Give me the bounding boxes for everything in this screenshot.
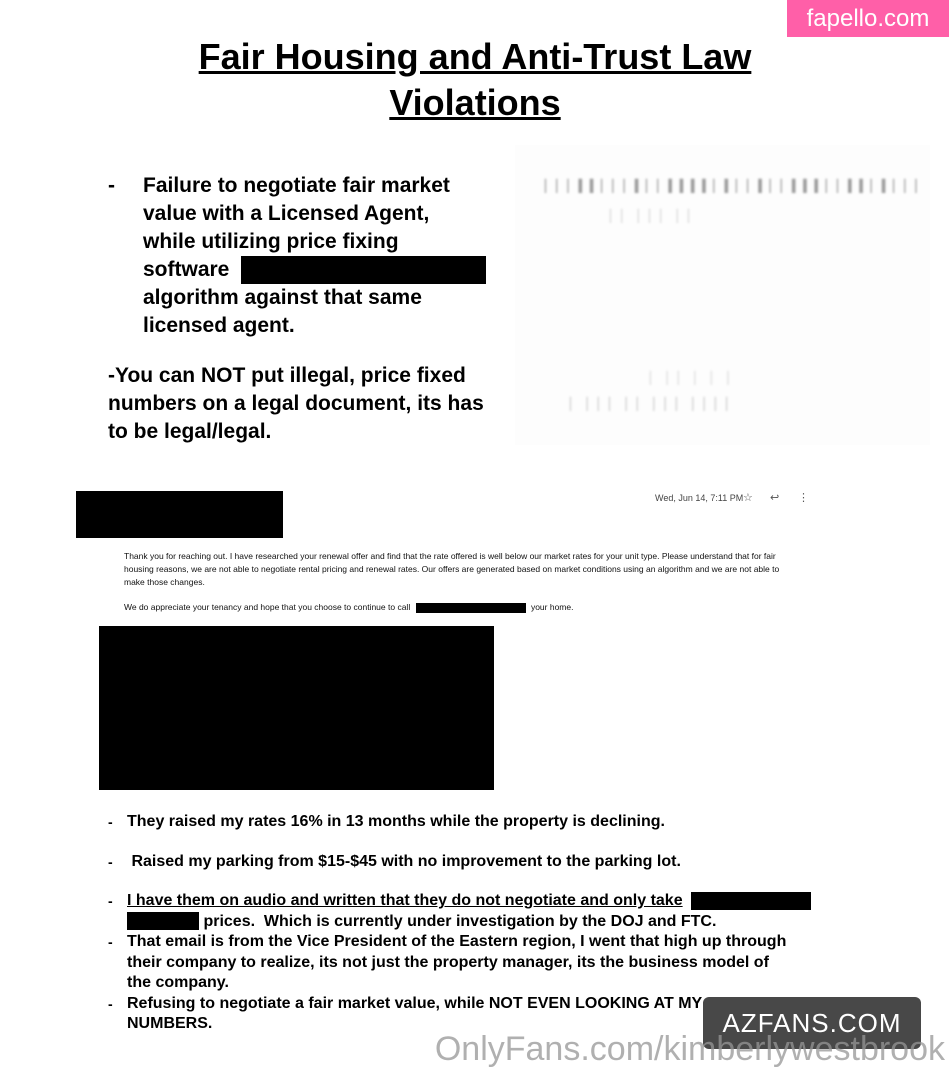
dash-marker: - <box>108 174 115 197</box>
bullet-item <box>108 812 868 833</box>
email-body-line: housing reasons, we are not able to negotiate rental pricing and renewal rates. Our offers are generated based on market conditions using an algorithm and we are not able to <box>124 564 780 574</box>
bullet-item <box>108 852 868 873</box>
illegal-line-3: to be legal/legal. <box>108 420 272 444</box>
reply-icon[interactable]: ↩ <box>770 492 780 504</box>
dash-marker: - <box>108 853 113 870</box>
illegible-line: ▏▏▏▍▍▏▏▏▍▏▏▍▍▍▍▏▍▏▏▍▏▏▍▍▍▏▏▍▍▏▍▏▏▏ <box>545 179 927 193</box>
email-body-line: make those changes. <box>124 577 205 587</box>
signature-redaction <box>99 626 494 790</box>
illegal-line-2: numbers on a legal document, its has <box>108 392 484 416</box>
left-text-block <box>108 172 508 446</box>
bullet-text: the company. <box>127 974 229 991</box>
email-closing-end: your home. <box>530 602 574 612</box>
bullet-text: their company to realize, its not just the property manager, its the business model of <box>127 953 769 971</box>
illegible-line: ▏ ▏▏▏ ▏▏ ▏▏▏ ▏▏▏▏ <box>570 397 738 411</box>
bullet-item <box>108 891 868 932</box>
email-body <box>124 550 804 614</box>
email-body-line: Thank you for reaching out. I have researched your renewal offer and find that the rate offered is well below our market rates for your unit type. Please understand that for fair <box>124 551 776 561</box>
failure-line-2: value with a Licensed Agent, <box>143 202 430 225</box>
dash-marker: - <box>108 893 113 909</box>
title-line-1: Fair Housing and Anti-Trust Law <box>198 36 752 77</box>
sender-redaction <box>76 491 283 538</box>
email-timestamp: Wed, Jun 14, 7:11 PM <box>655 493 744 503</box>
failure-line-4 <box>143 256 508 284</box>
dash-marker: - <box>108 814 113 830</box>
bullet-text: NUMBERS. <box>127 1015 213 1032</box>
email-closing-start: We do appreciate your tenancy and hope that you choose to continue to call <box>124 602 411 612</box>
watermark-azfans: AZFANS.COM <box>703 997 921 1049</box>
bullet-text-line <box>127 891 868 912</box>
illegible-line: ▏▏ ▏▏▏ ▏▏ <box>610 209 700 223</box>
illegal-line-1: -You can NOT put illegal, price fixed <box>108 364 466 388</box>
email-closing-line <box>124 601 804 614</box>
bullet-text-line <box>127 912 868 933</box>
failure-line-3: while utilizing price fixing <box>143 230 399 253</box>
bullet-text: Raised my parking from $15-$45 with no improvement to the parking lot. <box>127 852 681 870</box>
email-screenshot <box>70 482 810 792</box>
title-line-2: Violations <box>389 82 561 123</box>
redaction-bar <box>241 256 486 284</box>
bullet-text: prices. Which is currently under investigation by the DOJ and FTC. <box>199 912 717 930</box>
illegal-paragraph <box>108 362 508 446</box>
bullet-text: They raised my rates 16% in 13 months while the property is declining. <box>127 813 665 830</box>
dash-marker: - <box>108 995 113 1012</box>
failure-line-5: algorithm against that same <box>143 286 422 310</box>
bullet-text: Refusing to negotiate a fair market value, while NOT EVEN LOOKING AT MY <box>127 994 703 1012</box>
watermark-onlyfans: OnlyFans.com/kimberlywestbrook <box>434 1030 945 1068</box>
failure-line-6: licensed agent. <box>143 314 295 338</box>
watermark-fapello: fapello.com <box>787 0 949 37</box>
failure-paragraph <box>108 172 508 340</box>
redaction-bar <box>691 892 811 910</box>
page-title <box>100 34 850 126</box>
redaction-bar <box>416 603 526 613</box>
bullet-text: I have them on audio and written that they do not negotiate and only take <box>127 892 683 909</box>
dash-marker: - <box>108 934 113 950</box>
star-icon[interactable]: ☆ <box>743 492 753 504</box>
faded-document-image <box>515 145 930 445</box>
software-word: software <box>143 258 230 281</box>
illegible-line: ▏ ▏▏ ▏ ▏ ▏ <box>650 371 739 385</box>
more-vertical-icon[interactable]: ⋮ <box>798 492 809 504</box>
bullet-text: That email is from the Vice President of the Eastern region, I went that high up through <box>127 933 787 950</box>
redaction-bar <box>127 912 199 930</box>
failure-line-1: Failure to negotiate fair market <box>143 174 450 197</box>
bullet-item <box>108 932 868 994</box>
